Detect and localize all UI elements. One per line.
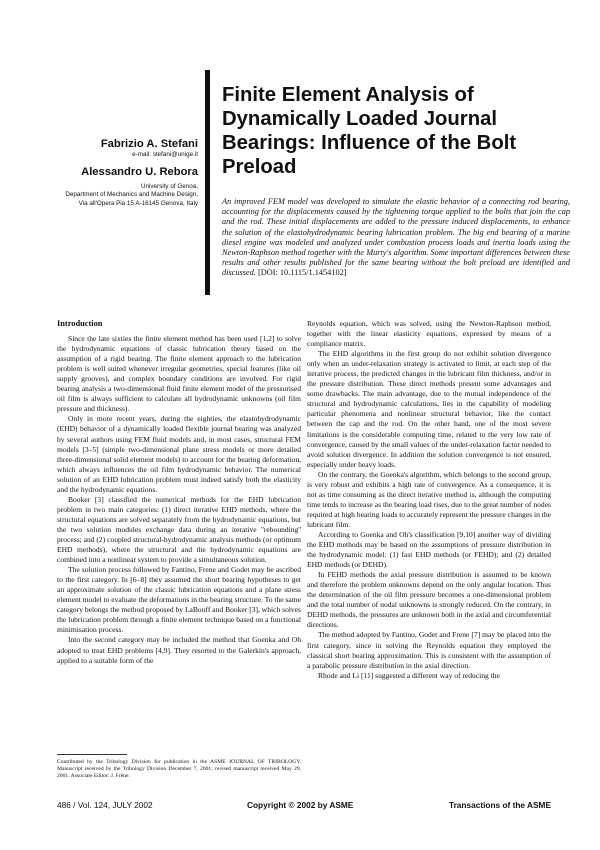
left-column (57, 319, 301, 666)
right-column (307, 319, 551, 681)
abstract-text: An improved FEM model was developed to simulate the elastic behavior of a connecting rod bearing, accounting for the displacements caused by the tightening torque applied to the bolts that join the cap and the rod. These initial displacements are added to the pressure induced displacements, to enhance the solution of the elastohydrodynamic bearing lubrication problem. The big end bearing of a marine diesel engine was modeled and analyzed under combustion process loads and inertia loads using the Newton-Raphson method together with the Murty's algorithm. Some important differences between these results and other results published for the same bearing without the bolt preload are identified and discussed. (222, 197, 570, 278)
doi-link[interactable]: [DOI: 10.1115/1.1454102] (257, 268, 347, 278)
affiliation-line: Via all'Opera Pia 15 A-16145 Genova, Italy (78, 199, 198, 207)
author-block (20, 138, 198, 208)
footer-journal: Transactions of the ASME (448, 800, 551, 810)
paper-title: Finite Element Analysis of Dynamically Loaded Journal Bearings: Influence of the Bolt Preload (222, 84, 517, 178)
page-footer (57, 800, 551, 814)
footer-copyright: Copyright © 2002 by ASME (247, 800, 354, 810)
footnote: Contributed by the Tribology Division for publication in the ASME JOURNAL OF TRIBOLOGY. Manuscript received by the Tribology Division December 7, 2001; revised manuscript received May 29, 2001. Associate Editor: J. Frêne. (57, 759, 301, 780)
author-email[interactable]: e-mail: stefani@unige.it (132, 151, 198, 158)
body-paragraph: Since the late sixties the finite element method has been used [1,2] to solve the hydrodynamic equations of classic lubrication theory based on the assumption of a rigid bearing. The finite element approach to the lubrication problem is well suited whenever irregular geometries, special features (like oil supply grooves), and complex boundary conditions are involved. For rigid bearing analysis a two-dimensional fluid finite element model of the pressurised oil film is always sufficient to calculate all hydrodynamic unknowns (oil film pressure and thickness). (57, 334, 301, 414)
body-paragraph: Booker [3] classified the numerical methods for the EHD lubrication problem in two main categories: (1) direct iterative EHD methods, where the structural equations are solved separately from the hydrodynamic equations, but the two solution modules exchange data during an iterative ''rebounding'' process; and (2) coupled structural-hydrodynamic analysis methods (or optimum EHD methods), where the structural and the hydrodynamic equations are combined into a nonlinear system to provide a simultaneous solution. (57, 494, 301, 565)
body-paragraph: Reynolds equation, which was solved, using the Newton-Raphson method, together with the linear elasticity equations, expressed by means of a compliance matrix. (307, 319, 551, 349)
affiliation-line: University of Genoa, (140, 183, 198, 190)
body-paragraph: According to Goenka and Oh's classification [9,10] another way of dividing the EHD methods may be based on the assumptions of pressure distribution in the hydrodynamic model: (1) fast EHD methods (or FEHD); and (2) detailed EHD methods (or DEHD). (307, 529, 551, 570)
body-paragraph: The solution process followed by Fantino, Frene and Godet may be ascribed to the first category. In [6–8] they assumed the short bearing hypotheses to get an approximate solution of the classic lubrication equations and a plane stress element model to evaluate the deformations in the bearing structure. To the same category belongs the method proposed by LaBouff and Booker [3], which solves the lubrication problem through a finite element technique based on a functional minimisation process. (57, 565, 301, 635)
body-paragraph: Into the second category may be included the method that Goenka and Oh adopted to treat EHD problems [4,9]. They resorted to the Galerkin's approach, applied to a suitable form of the (57, 635, 301, 665)
body-paragraph: On the contrary, the Goenka's algorithm, which belongs to the second group, is very robust and exhibits a high rate of convergence. As a consequence, it is not as time consuming as the direct iterative method is, although the computing time tends to increase as the bearing load rises, due to the great number of nodes required at high bearing loads to accurately represent the pressure changes in the lubricant film. (307, 469, 551, 529)
author-affiliation (20, 183, 198, 208)
author-name: Alessandro U. Rebora (81, 166, 198, 178)
body-paragraph: In FEHD methods the axial pressure distribution is assumed to be known and therefore the problem unknowns depend on the only angular location. Thus the determination of the oil film pressure becomes a one-dimensional problem and the total number of nodal unknowns is strongly reduced. On the contrary, in DEHD methods, the pressures are unknown both in the axial and circumferential directions. (307, 570, 551, 630)
author-name: Fabrizio A. Stefani (100, 138, 198, 150)
body-paragraph: The method adopted by Fantino, Godet and Frene [7] may be placed into the first category, since in solving the Reynolds equation they employed the classical short bearing approximation. This is consistent with the assumption of a parabolic pressure distribution in the axial direction. (307, 630, 551, 670)
section-heading-introduction: Introduction (57, 319, 103, 328)
body-paragraph: Rhode and Li [11] suggested a different way of reducing the (318, 670, 500, 680)
title-accent-bar (205, 70, 210, 295)
body-paragraph: The EHD algorithms in the first group do not exhibit solution divergence only when an under-relaxation strategy is activated to limit, at each step of the iterative process, the predicted changes in the lubricant film thickness, and/or in the pressure distribution. These direct methods present some advantages and some drawbacks. The main advantage, due to the mutual independence of the structural and hydrodynamic calculations, lies in the capability of modeling particular phenomena and nonlinear structural behavior, like the contact between the cap and the rod. On the other hand, one of the most severe limitations is the considerable computing time, related to the very low rate of convergence, caused by the small values of the under-relaxation factor needed to avoid solution divergence. In addition the solution convergence is not ensured, especially under heavy loads. (307, 349, 551, 469)
abstract (222, 197, 570, 279)
affiliation-line: Department of Mechanics and Machine Design, (65, 191, 198, 199)
footnote-divider (57, 754, 127, 755)
body-paragraph: Only in more recent years, during the eighties, the elastohydrodynamic (EHD) behavior of a dynamically loaded flexible journal bearing was analyzed by several authors using FEM fluid models and, in most cases, structural FEM models [3–5] (simple two-dimensional plane stress models or more detailed three-dimensional solid element models) to account for the bearing deformation, which always influences the oil film hydrodynamic behavior. The numerical solution of an EHD lubrication problem must indeed satisfy both the elasticity and the hydrodynamic equations. (57, 414, 301, 494)
footer-page-info: 486 / Vol. 124, JULY 2002 (57, 800, 153, 810)
